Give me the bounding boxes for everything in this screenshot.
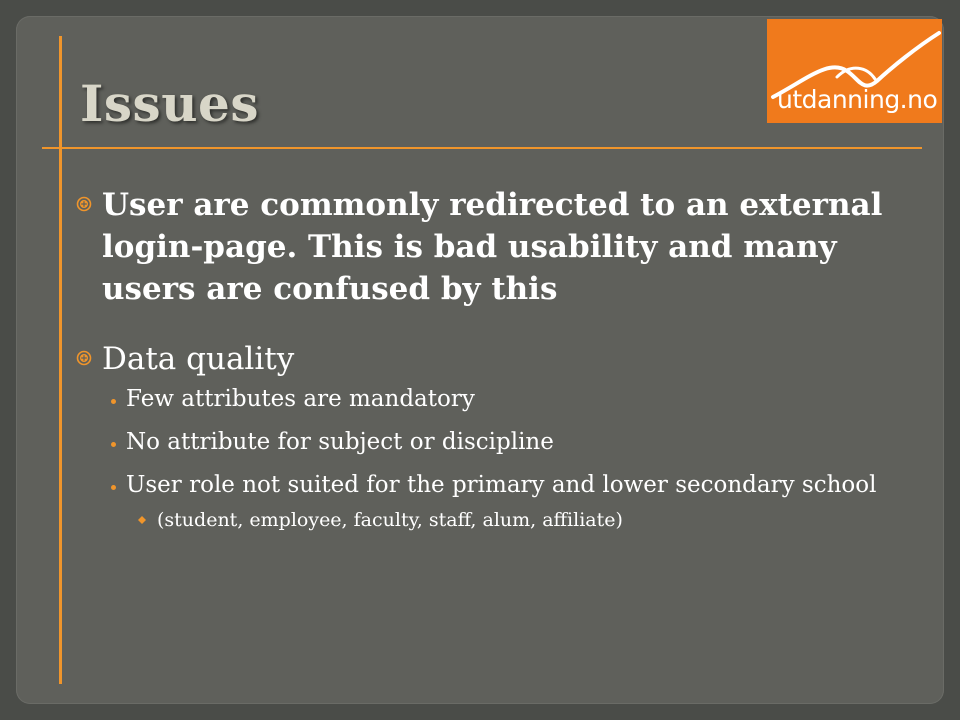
sub-sub-bullet-role-list	[76, 507, 916, 533]
logo-text: utdanning.no	[777, 85, 938, 114]
slide-title: Issues	[80, 74, 260, 133]
sub-sub-bullet-text: (student, employee, faculty, staff, alum, affiliate)	[157, 509, 623, 531]
sub-bullet-text: Few attributes are mandatory	[126, 386, 475, 412]
slide-content	[76, 184, 916, 533]
circle-bullet-icon	[76, 196, 92, 212]
data-quality-sublist	[76, 384, 916, 533]
sub-bullet-text: User role not suited for the primary and lower secondary school	[126, 472, 877, 498]
bullet-gap	[76, 310, 916, 338]
sub-bullet-mandatory-attributes	[76, 384, 916, 415]
dot-bullet-icon	[111, 399, 116, 404]
bullet-text: Data quality	[102, 341, 295, 377]
bullet-text: User are commonly redirected to an external login-page. This is bad usability and many users are confused by this	[102, 187, 883, 307]
horizontal-accent-rule	[42, 147, 922, 149]
bullet-data-quality	[76, 338, 916, 380]
dot-bullet-icon	[111, 485, 116, 490]
diamond-bullet-icon	[138, 516, 146, 524]
vertical-accent-rule	[59, 36, 62, 684]
sub-bullet-text: No attribute for subject or discipline	[126, 429, 554, 455]
sub-bullet-user-role	[76, 470, 916, 501]
circle-bullet-icon	[76, 350, 92, 366]
bullet-redirect-login	[76, 184, 916, 310]
utdanning-logo	[767, 19, 942, 123]
dot-bullet-icon	[111, 442, 116, 447]
sub-bullet-subject-discipline	[76, 427, 916, 458]
